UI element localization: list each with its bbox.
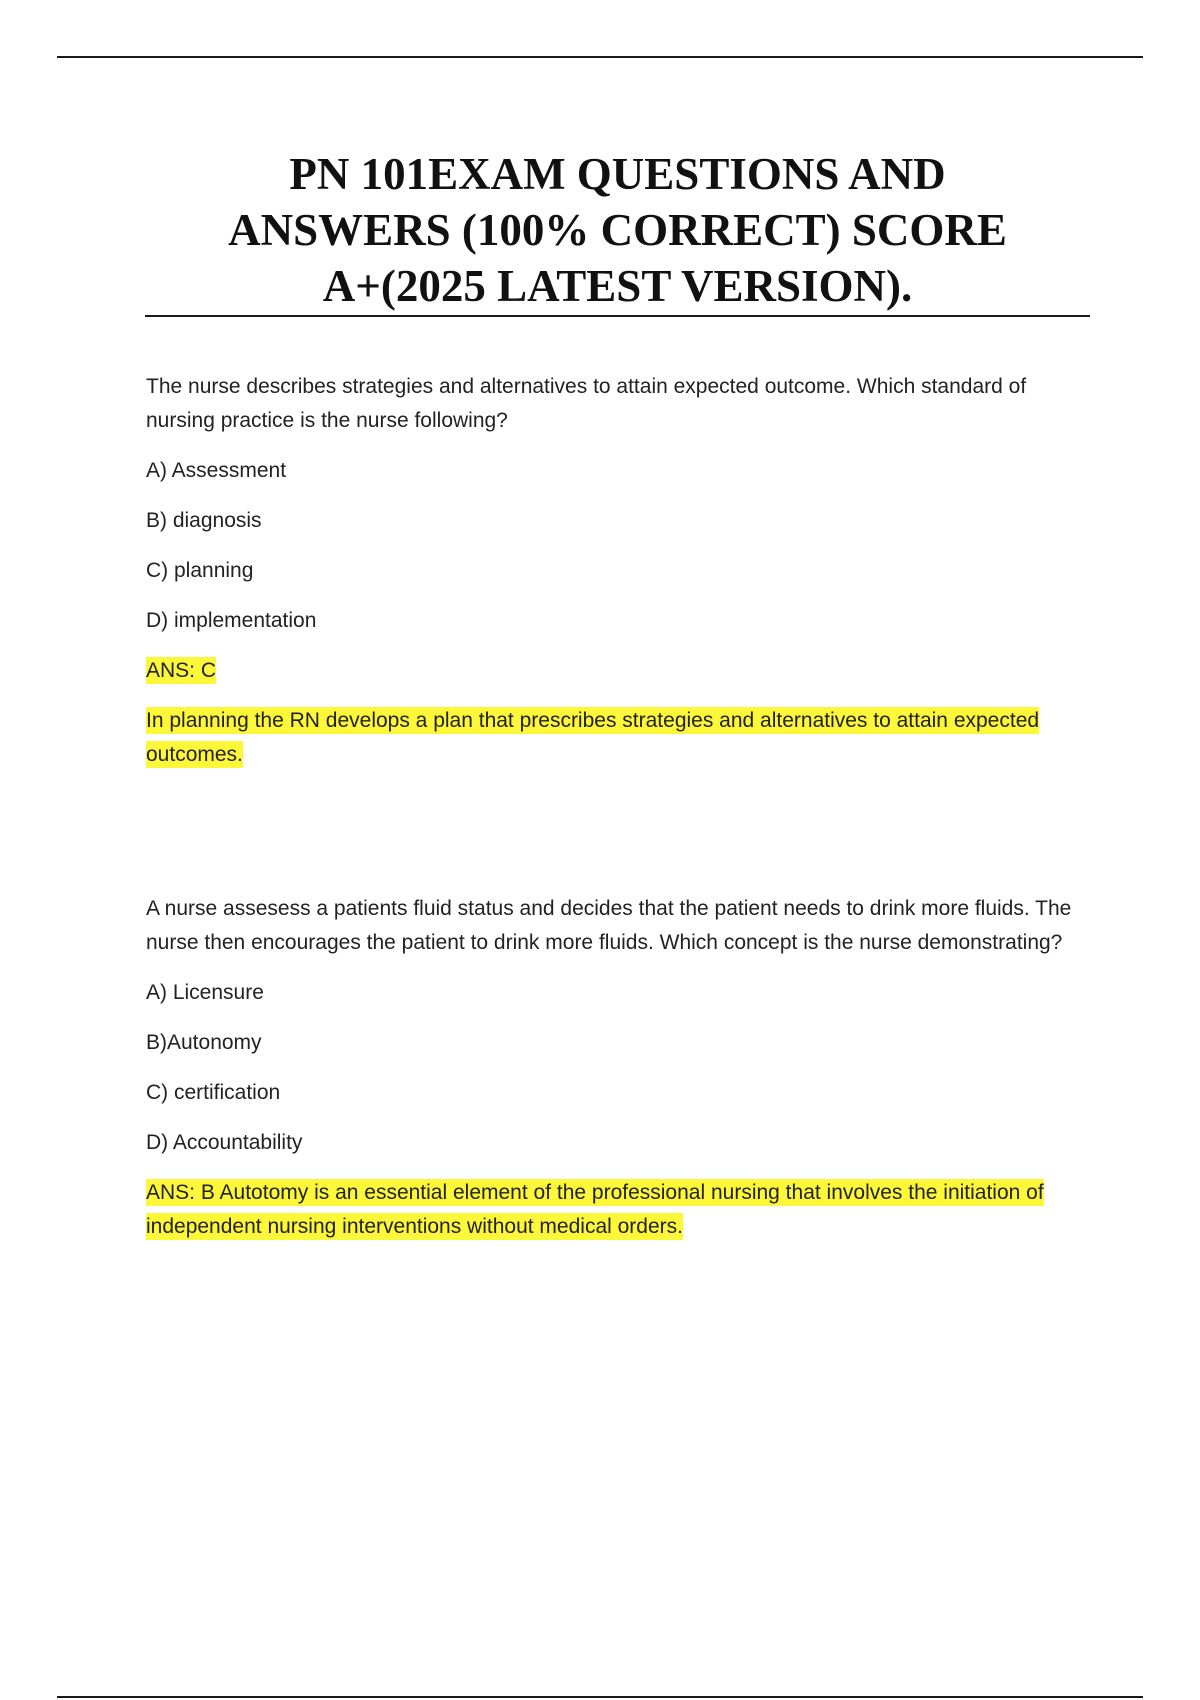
- question-1: [146, 370, 1096, 772]
- bottom-rule: [57, 1696, 1143, 1698]
- question-1-option-b: B) diagnosis: [146, 509, 262, 532]
- question-2: [146, 892, 1096, 1244]
- title-line-2: ANSWERS (100% CORRECT) SCORE: [228, 205, 1007, 255]
- question-2-option-b: B)Autonomy: [146, 1031, 262, 1054]
- question-1-text: The nurse describes strategies and alternatives to attain expected outcome. Which standard of nursing practice is the nurse following?: [146, 375, 1027, 432]
- question-1-option-a: A) Assessment: [146, 459, 287, 482]
- title-line-3: A+(2025 LATEST VERSION).: [322, 261, 913, 311]
- question-2-answer: ANS: B Autotomy is an essential element of the professional nursing that involves the initiation of independent nursing interventions without medical orders.: [146, 1181, 1044, 1238]
- document-title: [145, 146, 1090, 314]
- question-1-answer: ANS: C: [146, 659, 217, 682]
- question-2-option-c: C) certification: [146, 1081, 281, 1104]
- question-2-option-a: A) Licensure: [146, 981, 264, 1004]
- title-underline: [145, 315, 1090, 317]
- question-1-option-c: C) planning: [146, 559, 254, 582]
- question-1-option-d: D) implementation: [146, 609, 317, 632]
- question-1-rationale: In planning the RN develops a plan that prescribes strategies and alternatives to attain expected outcomes.: [146, 709, 1040, 766]
- question-2-option-d: D) Accountability: [146, 1131, 303, 1154]
- top-rule: [57, 56, 1143, 58]
- question-2-text: A nurse assesess a patients fluid status and decides that the patient needs to drink more fluids. The nurse then encourages the patient to drink more fluids. Which concept is the nurse demonstrating?: [146, 897, 1072, 954]
- title-line-1: PN 101EXAM QUESTIONS AND: [289, 149, 946, 199]
